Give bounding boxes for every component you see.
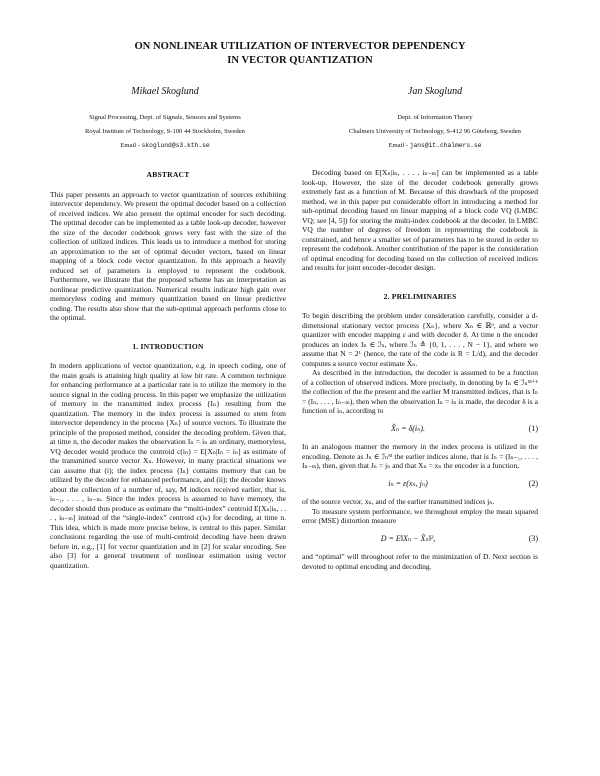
author-1-affiliation [30, 111, 300, 153]
author-2-aff-line-2: Chalmers University of Technology, S-412 96 Göteborg, Sweden [349, 128, 521, 135]
preliminaries-heading: 2. PRELIMINARIES [383, 291, 457, 301]
introduction-heading: 1. INTRODUCTION [132, 341, 204, 351]
paper-title [60, 40, 540, 68]
equation-2-number: (2) [528, 478, 538, 488]
abstract-heading: ABSTRACT [146, 170, 190, 179]
equation-3-number: (3) [528, 533, 538, 543]
author-1-email: skoglund@s3.kth.se [141, 142, 210, 149]
author-2-affiliation [300, 111, 570, 153]
author-1-aff-line-2: Royal Institute of Technology, S-100 44 Stockholm, Sweden [85, 128, 245, 135]
author-1-email-label: Email - [120, 142, 142, 149]
preliminaries-paragraph-4: of the source vector, xₙ, and of the earlier transmitted indices jₙ. [302, 497, 495, 506]
author-1-email-line [30, 139, 300, 153]
author-2-aff-line-1: Dept. of Information Theory [397, 114, 473, 121]
author-2-email-label: Email - [388, 142, 410, 149]
equation-2-body: iₙ = ε(xₙ, jₙ) [388, 478, 428, 488]
preliminaries-paragraph-5: To measure system performance, we throughout employ the mean squared error (MSE) distortion measure [302, 506, 538, 525]
equation-1 [302, 424, 538, 434]
author-2-email-line [300, 139, 570, 153]
introduction-paragraph: In modern applications of vector quantization, e.g. in speech coding, one of the main goals is attaining high quality at low bit rate. A common technique for enhancing performance at a particular rate is to utilize the memory in the source signal in the coding process. In this paper we emphasize the utilization of memory in the transmitted index process {Iₙ} resulting from the quantization. The memory in the index process is assumed to stem from intervector dependency in the process {Xₙ} of source vectors. To illustrate the principle of the proposed method, consider the decoding problem. Given that, at time n, the decoder makes the observation Iₙ = iₙ an ordinary, memoryless, VQ decoder would produce the centroid c(iₙ) = E[Xₙ|Iₙ = iₙ] as estimate of the transmitted source vector Xₙ. However, in many practical situations we can assume that (i); the index process {Iₙ} contains memory that can be utilized by the decoder for enhanced performance, and (ii); the decoder knows about the collection of a number of, say, M indices received earlier, that is, iₙ₋₁, . . . , iₙ₋ₘ. Since the index process is assumed to have memory, the decoder should thus produce as estimate the “multi-index” centroid E[Xₙ|iₙ, . . . , iₙ₋ₘ] instead of the “single-index” centroid c(iₙ) for decoding, at time n. This idea, which is made more precise below, is central to this paper. Similar conclusions regarding the use of multi-centroid decoding have been drawn before in, e.g., [1] for vector quantization and in [2] for scalar encoding. See also [3] for a general treatment of nonlinear estimation using vector quantization. [50, 361, 286, 570]
title-line-2: IN VECTOR QUANTIZATION [227, 55, 373, 66]
equation-1-body: X̂ₙ = δ(iₙ). [390, 423, 426, 433]
left-column [50, 170, 286, 570]
author-2-name: Jan Skoglund [407, 86, 463, 97]
equation-1-number: (1) [528, 423, 538, 433]
title-line-1: ON NONLINEAR UTILIZATION OF INTERVECTOR DEPENDENCY [134, 41, 466, 52]
preliminaries-paragraph-1: To begin describing the problem under consideration carefully, consider a d-dimensional stationary vector process {Xₙ}, where Xₙ ∈ ℝᵈ, and a vector quantizer with encoder mapping ε and with decoder δ. At time n the encoder produces an index Iₙ ∈ ℐₙ, where ℐₙ ≙ {0, 1, . . . , N − 1}, and where we assume that N = 2ᴸ (hence, the rate of the code is R = L/d), and the decoder computes a source vector estimate X̂ₙ. [302, 311, 538, 368]
preliminaries-paragraph-6: and “optimal” will throughout refer to the minimization of D. Next section is devoted to optimal encoding and decoding. [302, 552, 538, 571]
right-column [302, 168, 538, 571]
equation-3 [302, 534, 538, 544]
preliminaries-paragraph-2: As described in the introduction, the decoder is assumed to be a function of a collection of observed indices. More precisely, in denoting by Iₙ ∈ ℐₙᴹ⁺¹ the collection of the the present and the earlier M transmitted indices, that is Iₙ = (Iₙ, . . . , Iₙ₋ₘ), then when the observation Iₙ = iₙ is made, the decoder δ is a function of iₙ, according to [302, 368, 538, 415]
equation-3-body: D = E‖Xₙ − X̂ₙ‖², [380, 533, 436, 543]
author-2-email: jans@it.chalmers.se [409, 142, 482, 149]
author-1-aff-line-1: Signal Processing, Dept. of Signals, Sensors and Systems [89, 114, 241, 121]
equation-2 [302, 479, 538, 489]
abstract-text: This paper presents an approach to vector quantization of sources exhibiting intervector dependency. We present the optimal decoder based on a collection of received indices. We also present the optimal encoder for such decoding. The optimal decoder can be implemented as a table look-up decoder, however the size of the decoder codebook grows very fast with the size of the collection of utilized indices. This leads us to introduce a method for storing an approximation to the set of optimal decoder vectors, based on linear mapping of a block code vector quantization. In this approach a heavily reduced set of parameters is employed to represent the codebook. Furthermore, we illustrate that the proposed scheme has an interpretation as nonlinear predictive quantization. Numerical results indicate high gain over memoryless coding and memory quantization based on linear predictive coding. The results also show that the sub-optimal approach performs close to the optimal. [50, 189, 286, 322]
author-1-name: Mikael Skoglund [131, 86, 199, 97]
preliminaries-paragraph-3: In an analogous manner the memory in the index process is utilized in the encoding. Denote as Jₙ ∈ ℐₙᴹ the earlier indices alone, that is Jₙ = (Iₙ₋₁, . . . , Iₙ₋ₘ), then, given that Jₙ = jₙ and that Xₙ = xₙ the encoder is a function, [302, 442, 538, 470]
decoding-paragraph: Decoding based on E[Xₙ|iₙ, . . . , iₙ₋ₘ] can be implemented as a table look-up. However, the size of the decoder codebook generally grows extremely fast as a function of M. Because of this drawback of the proposed method, we in this paper put considerable effort in introducing a method for sub-optimal decoding based on linear mapping of a block code VQ (LMBC VQ; see [4, 5]) for storing the multi-index codebook at the decoder. In LMBC VQ the number of degrees of freedom in representing the codebook is constrained, and hence a smaller set of parameters has to be stored in order to represent the codebook. Another contribution of the paper is the consideration of optimal encoding for decoding based on the collection of received indices and results for joint encoder-decoder design. [302, 168, 538, 272]
